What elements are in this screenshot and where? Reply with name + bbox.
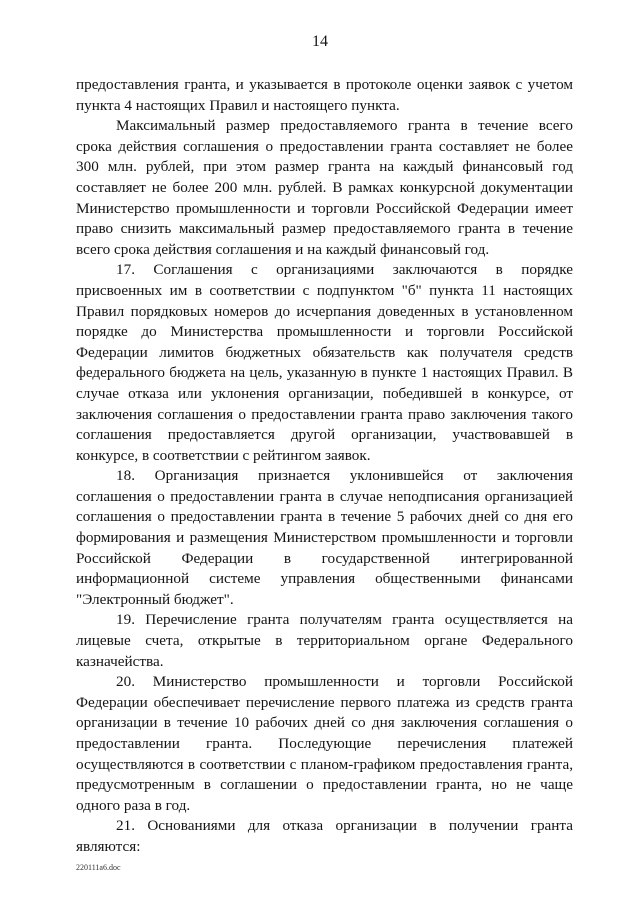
footer-file-code: 220111a6.doc <box>76 863 121 872</box>
paragraph-item-17: 17. Соглашения с организациями заключаются в порядке присвоенных им в соответствии с подпунктом "б" пункта 11 настоящих Правил порядковых номеров до исчерпания доведенных в установленном порядке до Министерства промышленности и торговли Российской Федерации лимитов бюджетных обязательств как получателя средств федерального бюджета на цель, указанную в пункте 1 настоящих Правил. В случае отказа или уклонения организации, победившей в конкурсе, от заключения соглашения о предоставлении гранта право заключения такого соглашения предоставляется другой организации, участвовавшей в конкурсе, в соответствии с рейтингом заявок. <box>76 261 573 464</box>
paragraph-continuation: предоставления гранта, и указывается в протоколе оценки заявок с учетом пункта 4 настоящих Правил и настоящего пункта. <box>76 76 573 114</box>
paragraph-max-grant: Максимальный размер предоставляемого гранта в течение всего срока действия соглашения о предоставлении гранта составляет не более 300 млн. рублей, при этом размер гранта на каждый финансовый год составляет не более 200 млн. рублей. В рамках конкурсной документации Министерство промышленности и торговли Российской Федерации имеет право снизить максимальный размер предоставляемого гранта в течение всего срока действия соглашения и на каждый финансовый год. <box>76 117 573 258</box>
document-body <box>76 75 573 858</box>
page-number: 14 <box>312 33 328 50</box>
paragraph-item-19: 19. Перечисление гранта получателям гранта осуществляется на лицевые счета, открытые в территориальном органе Федерального казначейства. <box>76 611 573 670</box>
paragraph-item-18: 18. Организация признается уклонившейся от заключения соглашения о предоставлении гранта в случае неподписания организацией соглашения о предоставлении гранта в течение 5 рабочих дней со дня его формирования и размещения Министерством промышленности и торговли Российской Федерации в государственной интегрированной информационной системе управления общественными финансами "Электронный бюджет". <box>76 467 573 608</box>
paragraph-item-21: 21. Основаниями для отказа организации в получении гранта являются: <box>76 817 573 855</box>
paragraph-item-20: 20. Министерство промышленности и торговли Российской Федерации обеспечивает перечисление первого платежа из средств гранта организации в течение 10 рабочих дней со дня заключения соглашения о предоставлении гранта. Последующие перечисления платежей осуществляются в соответствии с планом-графиком предоставления гранта, предусмотренным в соглашении о предоставлении гранта, но не чаще одного раза в год. <box>76 673 573 814</box>
